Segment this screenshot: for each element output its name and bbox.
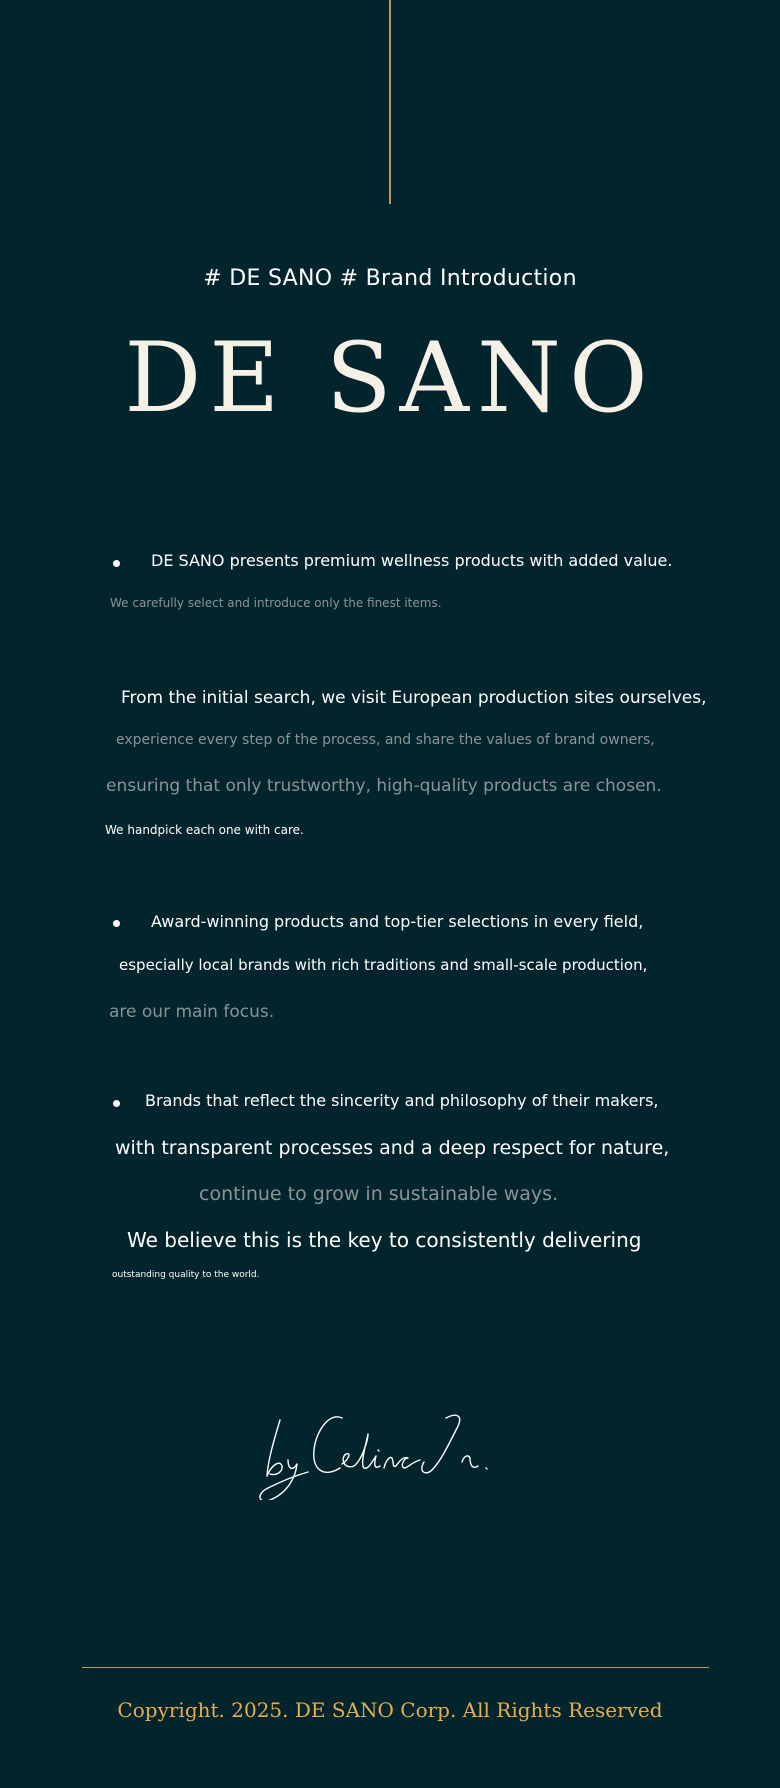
process-line-3: ensuring that only trustworthy, high-quality products are chosen. xyxy=(106,776,662,796)
footer-divider xyxy=(82,1667,709,1668)
focus-line-3: are our main focus. xyxy=(109,1002,275,1022)
process-line-2: experience every step of the process, and share the values of brand owners, xyxy=(116,732,655,748)
bullet-dot xyxy=(113,920,120,927)
bullet-dot xyxy=(113,560,120,567)
copyright-text: Copyright. 2025. DE SANO Corp. All Rights Reserved xyxy=(117,1698,663,1722)
brand-subtitle: # DE SANO # Brand Introduction xyxy=(203,266,577,291)
intro-line-1: DE SANO presents premium wellness products with added value. xyxy=(151,551,673,570)
brand-title: DE SANO xyxy=(124,322,656,434)
philosophy-line-3: continue to grow in sustainable ways. xyxy=(199,1183,559,1205)
philosophy-line-4: We believe this is the key to consistently delivering xyxy=(127,1228,642,1252)
process-line-4: We handpick each one with care. xyxy=(105,823,304,837)
top-vertical-line xyxy=(389,0,391,204)
philosophy-line-2: with transparent processes and a deep respect for nature, xyxy=(115,1137,670,1159)
process-line-1: From the initial search, we visit European production sites ourselves, xyxy=(121,688,707,708)
focus-line-1: Award-winning products and top-tier selections in every field, xyxy=(151,912,644,931)
philosophy-line-5: outstanding quality to the world. xyxy=(112,1270,260,1280)
philosophy-line-1: Brands that reflect the sincerity and philosophy of their makers, xyxy=(145,1091,659,1110)
bullet-dot xyxy=(113,1100,120,1107)
signature-image xyxy=(250,1400,520,1500)
intro-line-2: We carefully select and introduce only the finest items. xyxy=(110,596,442,610)
focus-line-2: especially local brands with rich traditions and small-scale production, xyxy=(119,956,648,974)
